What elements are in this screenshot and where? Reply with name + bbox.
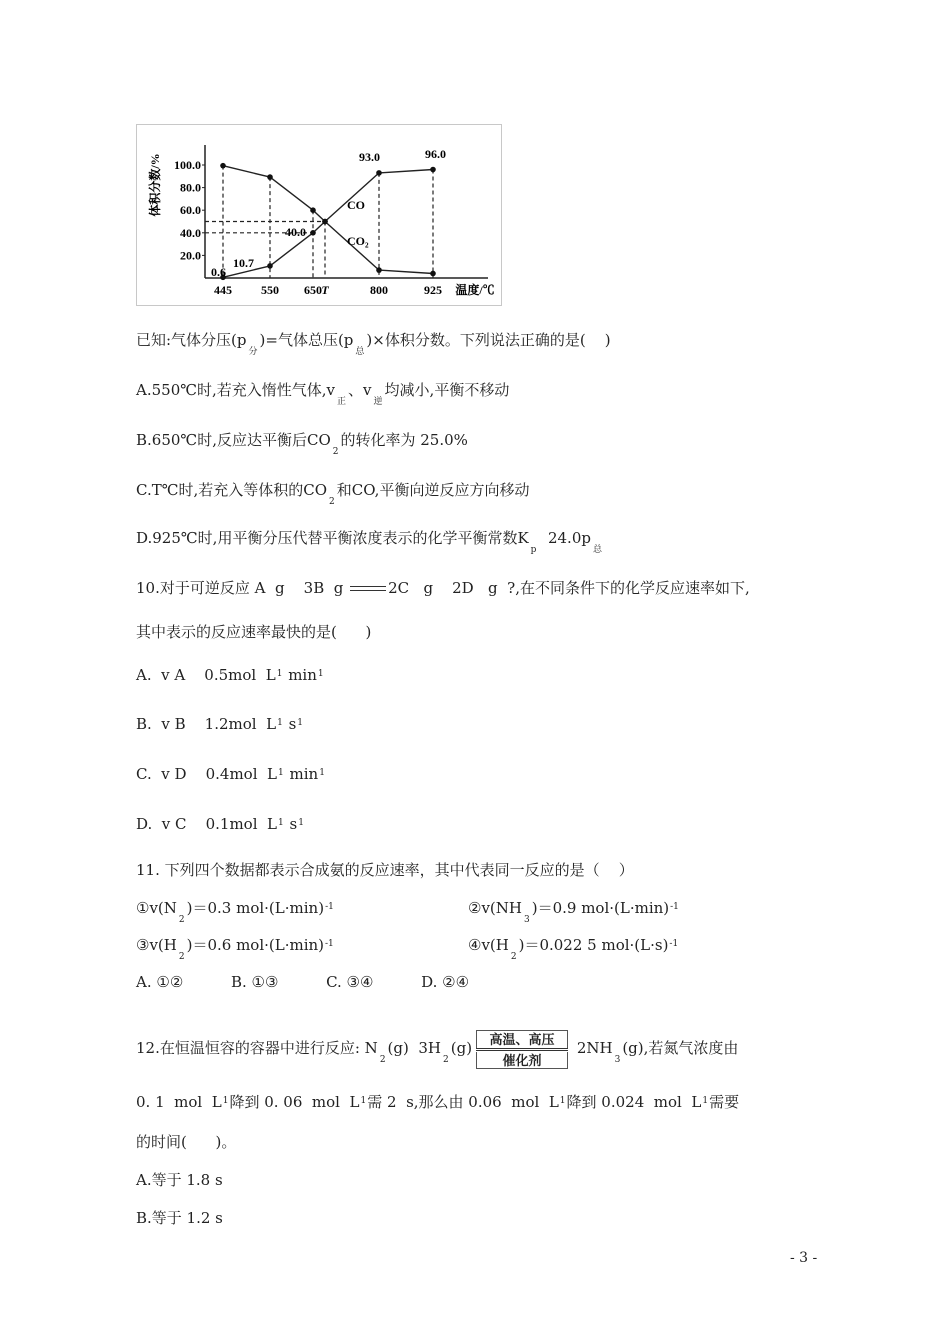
y-axis-label: 体积分数/% bbox=[148, 153, 162, 217]
data-point bbox=[376, 267, 382, 273]
q9-option-a: A.550℃时,若充入惰性气体$,v_正$、$v_逆$均减小,平衡不移动 bbox=[136, 381, 510, 407]
x-tick-label: 550 bbox=[261, 283, 279, 297]
data-label: 93.0 bbox=[359, 150, 380, 164]
x-tick-label: 650 bbox=[304, 283, 322, 297]
q11-choices: A. ①② B. ①③ C. ③④ D. ②④ bbox=[136, 973, 470, 991]
series-label-co2: CO₂ bbox=[347, 234, 369, 248]
data-point bbox=[310, 230, 316, 236]
q10-stem: 10.对于可逆反应 A g 3B g 2C g 2D g ?,在不同条件下的化学反应速率如下, bbox=[136, 579, 750, 597]
q11-option-3: $③v(H_2)=0.6$ $mol\cdot(L\cdot\min)^{-1}$ bbox=[136, 936, 334, 962]
data-point bbox=[220, 163, 226, 169]
page-number: - 3 - bbox=[790, 1250, 818, 1266]
x-tick-label: 800 bbox=[370, 283, 388, 297]
chart-svg bbox=[137, 125, 501, 305]
y-tick-label: 60.0 bbox=[180, 203, 201, 218]
equilibrium-arrow-icon bbox=[350, 585, 386, 593]
q10-stem-line2: 其中表示的反应速率最快的是( ) bbox=[136, 623, 372, 641]
data-point bbox=[430, 271, 436, 277]
q12-option-b: B.等于 1.2 s bbox=[136, 1209, 223, 1227]
data-point bbox=[322, 219, 328, 225]
data-point bbox=[267, 263, 273, 269]
q9-option-d: D.925℃时,用平衡分压代替平衡浓度表示的化学平衡常数$K_p$ $24.0p_总$ bbox=[136, 529, 602, 555]
q10-option-c: C. v D 0.4mol $L^1$ $\min^1$ bbox=[136, 765, 325, 783]
q9-option-c: C.T℃时,若充入等体积的$CO_2$和CO,平衡向逆反应方向移动 bbox=[136, 481, 530, 507]
q11-option-1: $①v(N_2)=0.3$ $mol\cdot(L\cdot\min)^{-1}$ bbox=[136, 899, 334, 925]
y-tick-label: 40.0 bbox=[180, 225, 201, 240]
x-tick-label: T bbox=[321, 283, 329, 297]
data-point bbox=[267, 174, 273, 180]
reaction-condition-arrow: 高温、高压 催化剂 bbox=[476, 1030, 568, 1068]
q10-option-a: A. v A 0.5mol $L^1$ $\min^1$ bbox=[136, 666, 324, 684]
q11-option-2: $②v(NH_3)=0.9$ $mol\cdot(L\cdot\min)^{-1}$ bbox=[468, 899, 679, 925]
q12-line2: 0. 1 mol $L^1$降到 0. 06 mol $L^1$需 2 s,那么由 0.06 mol $L^1$降到 0.024 mol $L^1$需要 bbox=[136, 1093, 740, 1111]
q11-option-4: $④v(H_2)=0.022$ 5 $mol\cdot(L\cdot s)^{-1}$ bbox=[468, 936, 679, 962]
x-tick-label: 925 bbox=[424, 283, 442, 297]
q12-option-a: A.等于 1.8 s bbox=[136, 1171, 223, 1189]
q10-option-b: B. v B 1.2mol $L^1$ $s^1$ bbox=[136, 715, 304, 733]
data-point bbox=[310, 207, 316, 213]
data-point bbox=[430, 167, 436, 173]
q10-option-d: D. v C 0.1mol $L^1$ $s^1$ bbox=[136, 815, 304, 833]
y-tick-label: 80.0 bbox=[180, 180, 201, 195]
y-tick-label: 20.0 bbox=[180, 248, 201, 263]
data-label: 96.0 bbox=[425, 147, 446, 161]
chart-figure bbox=[136, 124, 502, 306]
q9-stem: 已知:气体分压$(p_分)=$气体总压$(p_总)\times$体积分数。下列说法正确的是( ) bbox=[136, 331, 611, 357]
q9-option-b: B.650℃时,反应达平衡后$CO_2$的转化率为 25.0% bbox=[136, 431, 468, 457]
x-tick-label: 445 bbox=[214, 283, 232, 297]
data-point bbox=[376, 170, 382, 176]
q12-line3: 的时间( )。 bbox=[136, 1133, 237, 1151]
series-label-co: CO bbox=[347, 198, 365, 212]
y-tick-label: 100.0 bbox=[174, 158, 201, 172]
q12-stem: 12.在恒温恒容的容器中进行反应: $N_2(g)$ $3H_2(g)$ 高温、高压 催化剂 $2NH_3(g)$,若氮气浓度由 bbox=[136, 1030, 738, 1068]
data-label: 40.0 bbox=[285, 225, 306, 239]
q11-stem: 11. 下列四个数据都表示合成氨的反应速率，其中代表同一反应的是（ ） bbox=[136, 861, 634, 879]
data-label: 0.6 bbox=[211, 265, 226, 279]
x-axis-label: 温度/℃ bbox=[455, 283, 495, 297]
data-label: 10.7 bbox=[233, 256, 254, 270]
